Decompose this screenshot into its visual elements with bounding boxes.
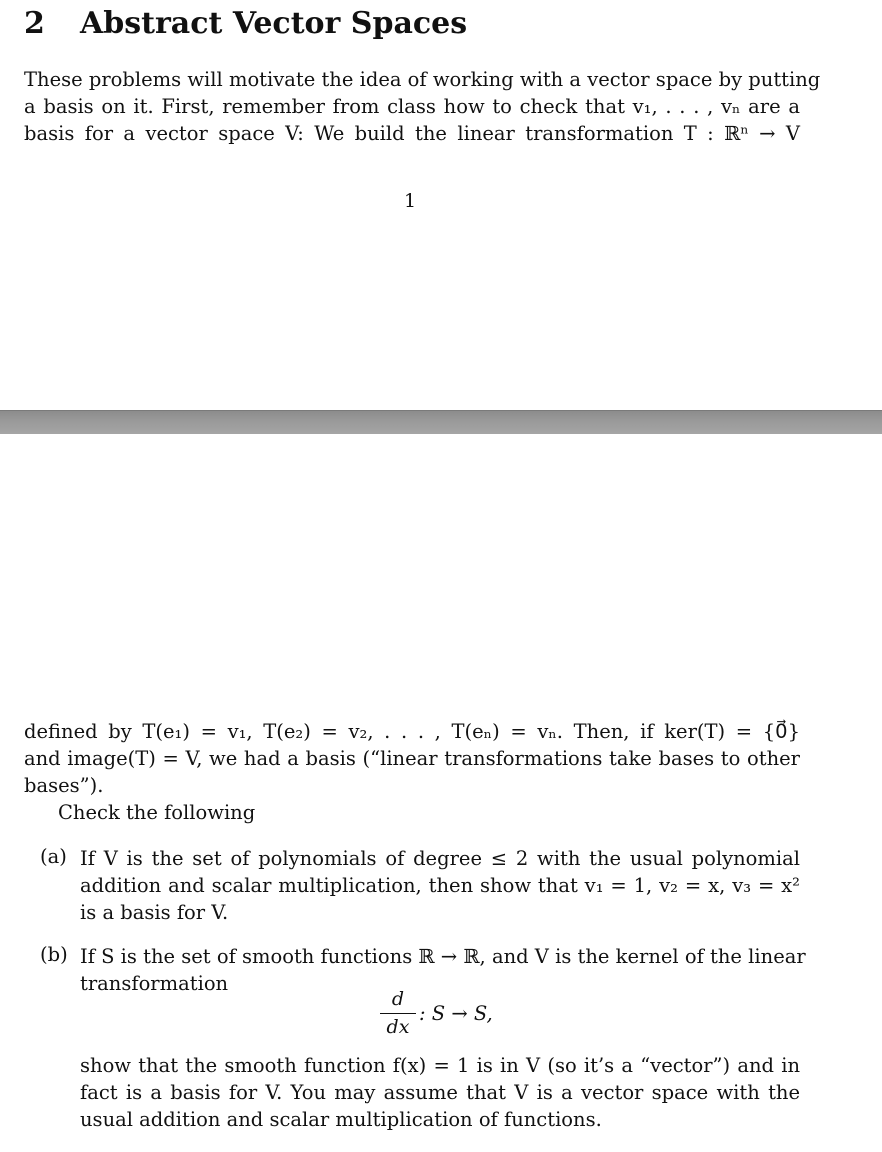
page-top [0,0,882,412]
item-a-end [80,899,228,926]
fraction-mapping: : S → S, [419,1002,493,1025]
section-number: 2 [24,6,45,41]
item-line: usual addition and scalar multiplication of functions. [80,1108,602,1131]
item-a-label: (a) [40,845,67,868]
item-line: If S is the set of smooth functions ℝ → ℝ, and V is the kernel of the linear [80,945,806,968]
item-line: is a basis for V. [80,901,229,924]
item-b-text [80,943,806,970]
section-title: Abstract Vector Spaces [80,6,468,41]
item-b-conclusion-end [80,1106,602,1133]
item-b-text-2 [80,970,228,997]
continuation-line: and image(T) = V, we had a basis (“linear transformations take bases to other [24,747,800,770]
fraction-bar [380,1013,416,1014]
fraction-numerator: d [391,988,405,1010]
item-line: transformation [80,972,229,995]
item-line: fact is a basis for V. You may assume that V is a vector space with the [80,1081,800,1104]
intro-line: a basis on it. First, remember from class how to check that v₁, . . . , vₙ are a [24,95,800,118]
continuation-line: defined by T(e₁) = v₁, T(e₂) = v₂, . . . , T(eₙ) = vₙ. Then, if ker(T) = {0⃗} [24,720,800,743]
page-separator [0,410,882,437]
page-number: 1 [404,190,417,212]
continuation-paragraph [24,718,800,772]
item-line: addition and scalar multiplication, then show that v₁ = 1, v₂ = x, v₃ = x² [80,874,800,897]
continuation-line: bases”). [24,774,104,797]
intro-paragraph [24,66,821,147]
item-b-conclusion [80,1052,800,1106]
intro-line: basis for a vector space V: We build the linear transformation T : ℝⁿ → V [24,122,800,145]
intro-line: These problems will motivate the idea of working with a vector space by putting [24,68,821,91]
continuation-end [24,772,800,799]
item-a-text [80,845,800,899]
section-heading [24,6,467,41]
derivative-fraction [380,988,416,1038]
item-b-label: (b) [40,943,68,966]
fraction-denominator: dx [386,1016,410,1038]
item-line: show that the smooth function f(x) = 1 is in V (so it’s a “vector”) and in [80,1054,800,1077]
check-following: Check the following [58,801,256,824]
item-line: If V is the set of polynomials of degree ≤ 2 with the usual polynomial [80,847,800,870]
